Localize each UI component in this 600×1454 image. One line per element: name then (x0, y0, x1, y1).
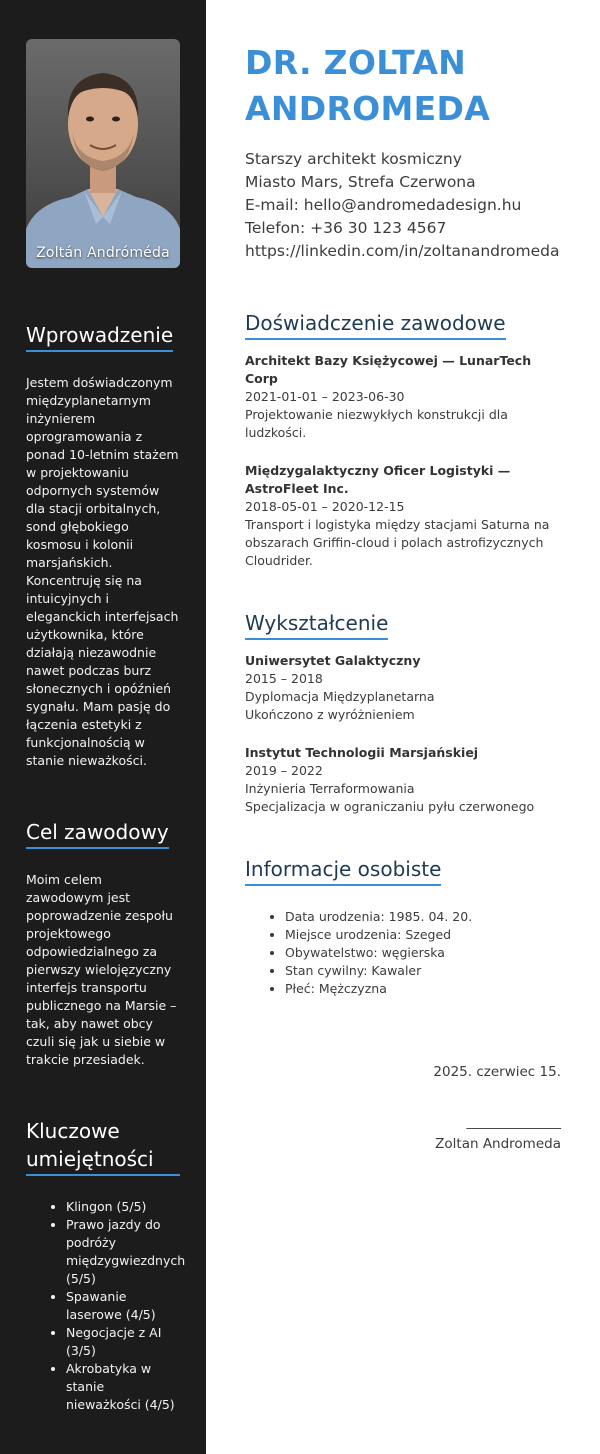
experience-title: Architekt Bazy Księżycowej — LunarTech Corp (245, 353, 532, 386)
skill-item: • Negocjacje z AI (3/5) (66, 1324, 180, 1360)
goal-heading: Cel zawodowy (26, 818, 169, 849)
education-school: Instytut Technologii Marsjańskiej (245, 745, 479, 760)
intro-text: Jestem doświadczonym międzyplanetarnym inżynierem oprogramowania z ponad 10-letnim stażem w projektowaniu odpornych systemów dla stacji orbitalnych, sond głębokiego kosmosu i kolonii marsjańskich. Koncentruję się na intuicyjnych i eleganckich interfejsach użytkownika, które działają niezawodnie nawet podczas burz słonecznych i opóźnień sygnału. Mam pasję do łączenia estetyki z funkcjonalnością w stanie nieważkości. (26, 375, 179, 768)
personal-item: • Miejsce urodzenia: Szeged (285, 926, 561, 944)
job-title: Starszy architekt kosmiczny (245, 150, 462, 168)
education-item (245, 744, 561, 816)
experience-dates: 2018-05-01 – 2020-12-15 (245, 499, 405, 514)
personal-item: • Stan cywilny: Kawaler (285, 962, 561, 980)
linkedin-link[interactable]: https://linkedin.com/in/zoltanandromeda (245, 242, 560, 260)
experience-desc: Transport i logistyka między stacjami Saturna na obszarach Griffin-cloud i polach astrofizycznych Cloudrider. (245, 517, 550, 568)
photo-caption: Zoltán Andróméda (36, 245, 170, 261)
skill-item: • Klingon (5/5) (66, 1198, 180, 1216)
skills-heading: Kluczowe umiejętności (26, 1117, 180, 1176)
personal-heading: Informacje osobiste (245, 855, 441, 886)
profile-photo (26, 39, 180, 268)
skill-item: • Akrobatyka w stanie nieważkości (4/5) (66, 1360, 180, 1414)
phone[interactable]: Telefon: +36 30 123 4567 (245, 219, 447, 237)
education-years: 2015 – 2018 (245, 671, 323, 686)
education-heading: Wykształcenie (245, 609, 388, 640)
education-note: Specjalizacja w ograniczaniu pyłu czerwonego (245, 799, 535, 814)
goal-text: Moim celem zawodowym jest poprowadzenie zespołu projektowego odpowiedzialnego za pierwszy wielojęzyczny interfejs transportu publicznego na Marsie – tak, aby nawet obcy czuli się jak u siebie w trakcie przesiadek. (26, 872, 177, 1067)
personal-list (245, 908, 561, 998)
full-name (245, 40, 561, 132)
name-line-2: ANDROMEDA (245, 89, 491, 128)
intro-heading: Wprowadzenie (26, 321, 173, 352)
signature-date: 2025. czerwiec 15. (433, 1064, 561, 1080)
portrait-illustration (26, 39, 180, 268)
personal-item: • Obywatelstwo: węgierska (285, 944, 561, 962)
skill-item: • Prawo jazdy do podróży międzygwiezdnych (5/5) (66, 1216, 180, 1288)
education-field: Dyplomacja Międzyplanetarna (245, 689, 435, 704)
main-content (206, 0, 600, 1454)
name-line-1: DR. ZOLTAN (245, 43, 467, 82)
experience-desc: Projektowanie niezwykłych konstrukcji dla ludzkości. (245, 407, 508, 440)
education-field: Inżynieria Terraformowania (245, 781, 415, 796)
experience-heading: Doświadczenie zawodowe (245, 309, 506, 340)
education-years: 2019 – 2022 (245, 763, 323, 778)
personal-item: • Data urodzenia: 1985. 04. 20. (285, 908, 561, 926)
signature-name: Zoltan Andromeda (435, 1136, 561, 1152)
signature-line: ______________ (466, 1114, 561, 1130)
experience-title: Międzygalaktyczny Oficer Logistyki — AstroFleet Inc. (245, 463, 511, 496)
experience-dates: 2021-01-01 – 2023-06-30 (245, 389, 405, 404)
location: Miasto Mars, Strefa Czerwona (245, 173, 476, 191)
experience-item (245, 462, 561, 570)
sidebar (0, 0, 206, 1454)
contact-block (245, 148, 561, 263)
skills-list (26, 1198, 186, 1414)
education-school: Uniwersytet Galaktyczny (245, 653, 421, 668)
personal-item: • Płeć: Mężczyzna (285, 980, 561, 998)
skill-item: • Spawanie laserowe (4/5) (66, 1288, 180, 1324)
email[interactable]: E-mail: hello@andromedadesign.hu (245, 196, 522, 214)
experience-item (245, 352, 561, 442)
education-note: Ukończono z wyróżnieniem (245, 707, 415, 722)
education-item (245, 652, 561, 724)
